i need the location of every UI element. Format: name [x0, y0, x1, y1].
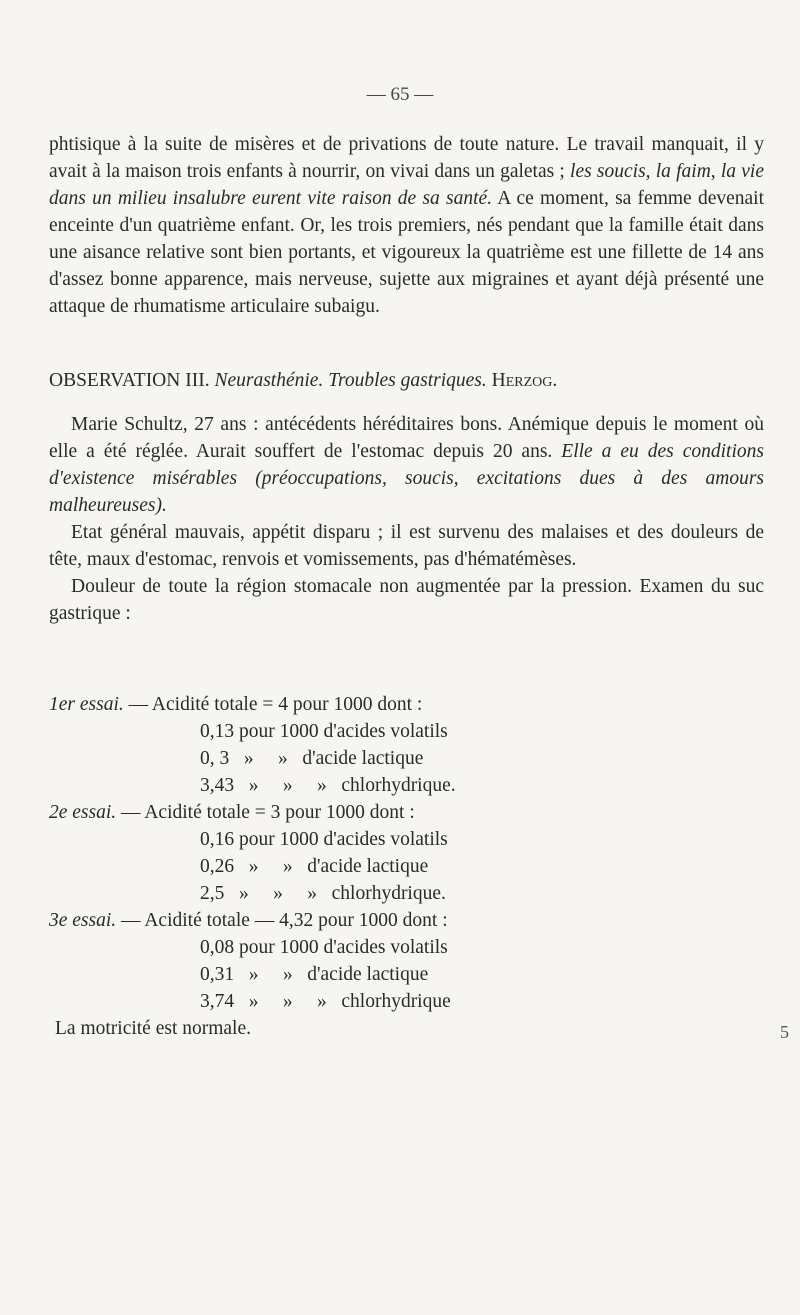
- essai-2-acidite: — Acidité totale = 3 pour 1000 dont :: [121, 802, 415, 823]
- essai-3-chlorhydrique: 3,74 » » » chlorhydrique: [200, 991, 451, 1012]
- intro-text-b: A ce moment, sa femme devenait enceinte d'un quatrième enfant. Or, les trois premiers, nés pendant que la famille était dans une aisance relative sont bien portants, et vigoureux la quatrième est une fillette de 14 ans d'assez bonne apparence, mais nerveuse, sujette aux migraines et ayant déjà présenté une attaque de rhumatisme articulaire subaigu.: [49, 188, 764, 317]
- essai-2-lactique: 0,26 » » d'acide lactique: [200, 856, 429, 877]
- essai-1-label: 1er essai.: [49, 694, 124, 715]
- essai-2-header: [49, 802, 415, 824]
- intro-paragraph: [49, 131, 764, 320]
- essai-1-lactique: 0, 3 » » d'acide lactique: [200, 748, 424, 769]
- essai-3-acidite: — Acidité totale — 4,32 pour 1000 dont :: [121, 910, 448, 931]
- case-p1-text: Marie Schultz, 27 ans : antécédents héréditaires bons. Anémique depuis le moment où elle a été réglée. Aurait souffert de l'estomac depuis 20 ans.: [49, 414, 764, 462]
- essai-1-header: [49, 694, 422, 716]
- essai-2-chlorhydrique: 2,5 » » » chlorhydrique.: [200, 883, 446, 904]
- observation-label: OBSERVATION III.: [49, 370, 210, 391]
- observation-heading: [49, 370, 557, 392]
- case-paragraph-2: Etat général mauvais, appétit disparu ; il est survenu des malaises et des douleurs de tête, maux d'estomac, renvois et vomissements, pas d'hématémèses.: [49, 522, 764, 570]
- essai-3-label: 3e essai.: [49, 910, 117, 931]
- conclusion: La motricité est normale.: [55, 1018, 252, 1039]
- observation-author: Herzog.: [491, 370, 558, 391]
- essai-1-chlorhydrique: 3,43 » » » chlorhydrique.: [200, 775, 456, 796]
- case-paragraph-1: [49, 411, 764, 519]
- case-description: [49, 411, 764, 627]
- intro-italic: les soucis, la faim, la vie dans un milieu insalubre eurent vite raison de sa santé.: [49, 161, 764, 209]
- essai-3-header: [49, 910, 448, 932]
- case-p1-italic: Elle a eu des conditions d'existence misérables (préoccupations, soucis, excitations dues à des amours malheureuses).: [49, 441, 764, 516]
- signature-mark: 5: [780, 1022, 789, 1042]
- essai-1-acidite: — Acidité totale = 4 pour 1000 dont :: [128, 694, 423, 715]
- page-header: — 65 —: [366, 84, 434, 105]
- essai-3-volatils: 0,08 pour 1000 d'acides volatils: [200, 937, 448, 958]
- observation-title: Neurasthénie. Troubles gastriques.: [214, 370, 487, 391]
- intro-text-a: phtisique à la suite de misères et de privations de toute nature. Le travail manquait, il y avait à la maison trois enfants à nourrir, on vivai dans un galetas ;: [49, 134, 764, 182]
- essai-2-label: 2e essai.: [49, 802, 117, 823]
- essai-1-volatils: 0,13 pour 1000 d'acides volatils: [200, 721, 448, 742]
- case-paragraph-3: Douleur de toute la région stomacale non augmentée par la pression. Examen du suc gastrique :: [49, 576, 764, 624]
- essai-3-lactique: 0,31 » » d'acide lactique: [200, 964, 429, 985]
- essai-2-volatils: 0,16 pour 1000 d'acides volatils: [200, 829, 448, 850]
